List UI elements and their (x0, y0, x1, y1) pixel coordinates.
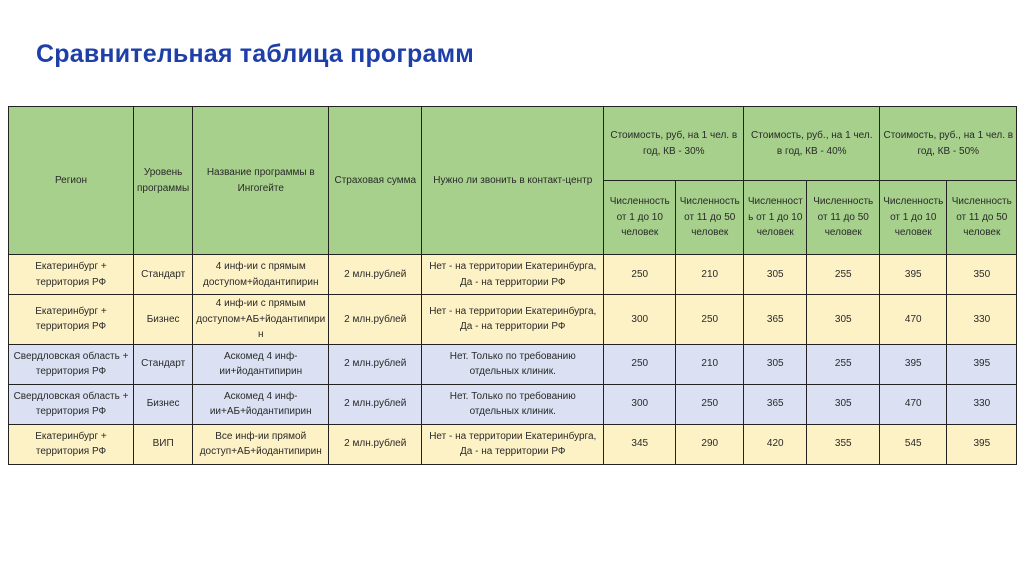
subheader-40-large: Численность от 11 до 50 человек (807, 181, 880, 255)
subheader-30-large: Численность от 11 до 50 человек (676, 181, 744, 255)
price-cell: 395 (880, 255, 947, 295)
price-cell: 250 (604, 255, 676, 295)
subheader-30-small: Численность от 1 до 10 человек (604, 181, 676, 255)
price-cell: 395 (947, 424, 1017, 464)
price-cell: 250 (604, 344, 676, 384)
price-cell: 545 (880, 424, 947, 464)
call-cell: Нет - на территории Екатеринбурга, Да - на территории РФ (422, 424, 604, 464)
page-title: Сравнительная таблица программ (36, 40, 474, 68)
program-cell: 4 инф-ии с прямым доступом+йодантипирин (193, 255, 329, 295)
price-cell: 345 (604, 424, 676, 464)
price-cell: 395 (880, 344, 947, 384)
price-cell: 365 (744, 295, 807, 345)
header-program-name: Название программы в Ингогейте (193, 107, 329, 255)
sum-cell: 2 млн.рублей (329, 344, 422, 384)
header-group-30: Стоимость, руб, на 1 чел. в год, КВ - 30% (604, 107, 744, 181)
program-cell: 4 инф-ии с прямым доступом+АБ+йодантипири н (193, 295, 329, 345)
header-region: Регион (9, 107, 134, 255)
sum-cell: 2 млн.рублей (329, 424, 422, 464)
price-cell: 305 (807, 384, 880, 424)
region-cell: Свердловская область + территория РФ (9, 344, 134, 384)
price-cell: 305 (744, 344, 807, 384)
table-body (9, 255, 1017, 465)
price-cell: 330 (947, 295, 1017, 345)
sum-cell: 2 млн.рублей (329, 255, 422, 295)
region-cell: Екатеринбург + территория РФ (9, 424, 134, 464)
price-cell: 395 (947, 344, 1017, 384)
sum-cell: 2 млн.рублей (329, 295, 422, 345)
price-cell: 300 (604, 384, 676, 424)
price-cell: 210 (676, 255, 744, 295)
price-cell: 305 (744, 255, 807, 295)
subheader-50-small: Численность от 1 до 10 человек (880, 181, 947, 255)
level-cell: Бизнес (134, 384, 193, 424)
call-cell: Нет - на территории Екатеринбурга, Да - на территории РФ (422, 255, 604, 295)
price-cell: 350 (947, 255, 1017, 295)
price-cell: 210 (676, 344, 744, 384)
price-cell: 255 (807, 255, 880, 295)
table-row (9, 384, 1017, 424)
price-cell: 255 (807, 344, 880, 384)
table-row (9, 255, 1017, 295)
sum-cell: 2 млн.рублей (329, 384, 422, 424)
header-group-40: Стоимость, руб., на 1 чел. в год, КВ - 40% (744, 107, 880, 181)
table-row (9, 344, 1017, 384)
table-row (9, 295, 1017, 345)
header-call: Нужно ли звонить в контакт-центр (422, 107, 604, 255)
call-cell: Нет. Только по требованию отдельных клиник. (422, 344, 604, 384)
region-cell: Екатеринбург + территория РФ (9, 295, 134, 345)
price-cell: 470 (880, 295, 947, 345)
comparison-table (8, 106, 1017, 465)
program-cell: Аскомед 4 инф-ии+АБ+йодантипирин (193, 384, 329, 424)
header-sum: Страховая сумма (329, 107, 422, 255)
region-cell: Свердловская область + территория РФ (9, 384, 134, 424)
price-cell: 355 (807, 424, 880, 464)
price-cell: 290 (676, 424, 744, 464)
program-cell: Все инф-ии прямой доступ+АБ+йодантипирин (193, 424, 329, 464)
call-cell: Нет. Только по требованию отдельных клиник. (422, 384, 604, 424)
subheader-40-small: Численност ь от 1 до 10 человек (744, 181, 807, 255)
level-cell: Стандарт (134, 255, 193, 295)
region-cell: Екатеринбург + территория РФ (9, 255, 134, 295)
price-cell: 470 (880, 384, 947, 424)
header-group-50: Стоимость, руб., на 1 чел. в год, КВ - 50% (880, 107, 1017, 181)
level-cell: ВИП (134, 424, 193, 464)
price-cell: 330 (947, 384, 1017, 424)
table-row (9, 424, 1017, 464)
call-cell: Нет - на территории Екатеринбурга, Да - на территории РФ (422, 295, 604, 345)
price-cell: 365 (744, 384, 807, 424)
header-level: Уровень программы (134, 107, 193, 255)
price-cell: 250 (676, 384, 744, 424)
program-cell: Аскомед 4 инф-ии+йодантипирин (193, 344, 329, 384)
level-cell: Бизнес (134, 295, 193, 345)
subheader-50-large: Численность от 11 до 50 человек (947, 181, 1017, 255)
price-cell: 305 (807, 295, 880, 345)
price-cell: 250 (676, 295, 744, 345)
price-cell: 300 (604, 295, 676, 345)
price-cell: 420 (744, 424, 807, 464)
level-cell: Стандарт (134, 344, 193, 384)
